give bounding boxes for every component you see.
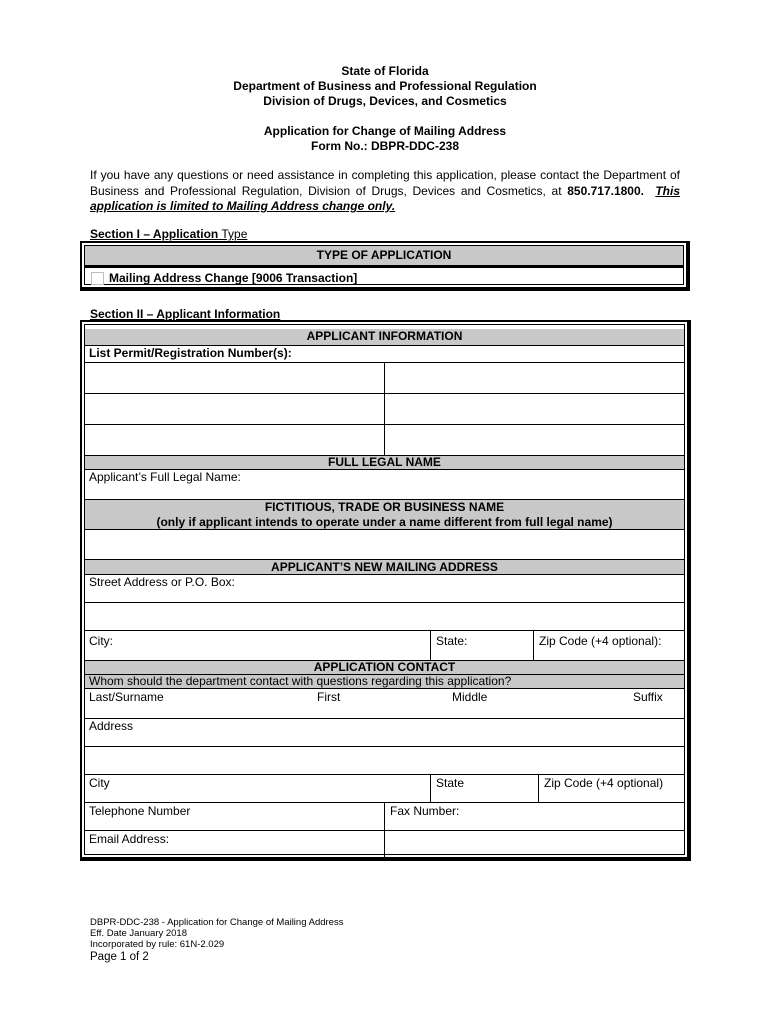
form-number: Form No.: DBPR-DDC-238 [310,139,459,153]
permit-number-field-5[interactable] [85,425,384,455]
permit-number-field-2[interactable] [385,363,684,393]
intro-limited-note: This application is limited to Mailing Address change only. [90,183,680,213]
permit-number-field-1[interactable] [85,363,384,393]
header-division: Division of Drugs, Devices, and Cosmetics [263,94,507,108]
mailing-address-change-option[interactable] [85,266,683,288]
footer-page-number: Page 1 of 2 [90,951,149,963]
applicant-information-box [80,320,691,861]
street-address-field[interactable] [85,575,684,603]
contact-city-label: City [89,776,110,790]
form-title: Application for Change of Mailing Address [263,124,507,138]
contact-city-state-zip-row [85,775,684,803]
mailing-address-change-label: Mailing Address Change [9006 Transaction] [109,271,358,285]
city-label: City: [89,634,113,648]
fictitious-name-bar [85,500,684,530]
page-footer [90,917,343,965]
section-1-label-plain: Type [218,227,248,241]
permit-number-field-4[interactable] [385,394,684,424]
intro-text: If you have any questions or need assistance in completing this application, please contact the Department of Business and Professional Regulation, Division of Drugs, Devices and Cosmetics, at [90,168,680,198]
full-legal-name-field[interactable] [85,470,684,500]
fictitious-name-field[interactable] [85,530,684,560]
full-legal-name-label: Applicant’s Full Legal Name: [89,470,241,484]
permit-number-field-6[interactable] [385,425,684,455]
contact-address-field-2[interactable] [85,747,684,775]
street-address-field-2[interactable] [85,603,684,631]
mailing-address-change-checkbox[interactable] [91,272,104,285]
contact-name-row[interactable] [85,689,684,719]
first-name-label: First [317,690,341,704]
contact-zip-label: Zip Code (+4 optional) [544,776,664,790]
middle-name-label: Middle [452,690,488,704]
application-contact-bar: APPLICATION CONTACT [85,661,684,675]
new-mailing-address-bar: APPLICANT’S NEW MAILING ADDRESS [85,560,684,575]
contact-question: Whom should the department contact with questions regarding this application? [85,675,684,689]
footer-form-name: DBPR-DDC-238 - Application for Change of Mailing Address [90,917,344,928]
footer-effective-date: Eff. Date January 2018 [90,928,187,939]
intro-paragraph [90,168,680,215]
suffix-label: Suffix [633,690,663,704]
email-label: Email Address: [89,832,170,846]
permit-row-2 [85,394,684,425]
applicant-information-bar: APPLICANT INFORMATION [85,329,684,346]
state-label: State: [436,634,468,648]
telephone-label: Telephone Number [89,804,191,818]
intro-phone: 850.717.1800. [567,183,644,198]
contact-address-field[interactable] [85,719,684,747]
permit-number-field-3[interactable] [85,394,384,424]
city-state-zip-row [85,631,684,661]
fax-label: Fax Number: [390,804,460,818]
full-legal-name-bar: FULL LEGAL NAME [85,456,684,470]
footer-rule: Incorporated by rule: 61N-2.029 [90,939,225,950]
header-department: Department of Business and Professional Regulation [233,79,537,93]
last-name-label: Last/Surname [89,690,164,704]
email-row [85,831,684,857]
form-header [0,64,770,154]
permit-numbers-label: List Permit/Registration Number(s): [85,346,684,363]
section-1-label [90,227,247,241]
header-state: State of Florida [341,64,429,78]
type-of-application-bar: TYPE OF APPLICATION [85,246,683,266]
type-of-application-box [80,241,690,291]
street-address-label: Street Address or P.O. Box: [89,575,235,589]
contact-address-label: Address [89,719,134,733]
permit-row-1 [85,363,684,394]
section-1-label-bold: Section I – Application [90,227,219,241]
fictitious-name-bar-subtitle: (only if applicant intends to operate under a name different from full legal name) [156,515,613,529]
section-2-label: Section II – Applicant Information [90,307,281,321]
fictitious-name-bar-title: FICTITIOUS, TRADE OR BUSINESS NAME [264,500,505,514]
contact-state-label: State [436,776,465,790]
permit-row-3 [85,425,684,456]
phone-fax-row [85,803,684,831]
zip-code-label: Zip Code (+4 optional): [539,634,662,648]
